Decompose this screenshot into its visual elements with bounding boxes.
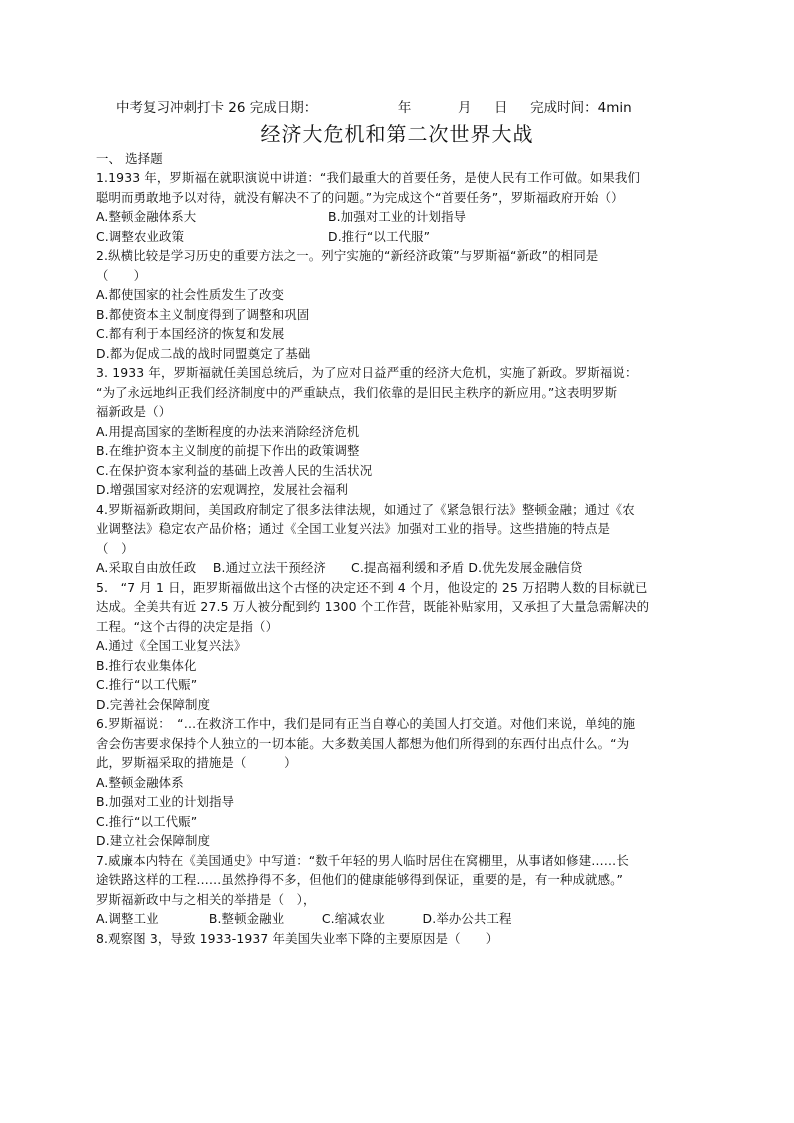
text-line: 途铁路这样的工程……虽然挣得不多，但他们的健康能够得到保证，重要的是，有一种成就感。”: [96, 872, 624, 887]
text-line: 工程。“这个古得的决定是指（）: [96, 618, 279, 634]
text-line: 达成。全美共有近 27.5 万人被分配到约 1300 个工作营，既能补贴家用，又承担了大量急需解决的: [96, 599, 650, 614]
option-c: C.调整农业政策: [96, 228, 185, 244]
text-line: D.都为促成二战的战时同盟奠定了基础: [96, 345, 311, 361]
text-line: D.建立社会保障制度: [96, 833, 211, 848]
text-line: 福新政是（）: [96, 404, 172, 419]
text-line: 1.1933 年，罗斯福在就职演说中讲道：“我们最重大的首要任务，是使人民有工作可做。如果我们: [96, 170, 640, 185]
text-line: D.增强国家对经济的宏观调控，发展社会福利: [96, 482, 349, 497]
text-line: 8.观察图 3，导致 1933-1937 年美国失业率下降的主要原因是（ ）: [96, 930, 499, 946]
text-line: 业调整法》稳定农产品价格；通过《全国工业复兴法》加强对工业的指导。这些措施的特点是: [96, 521, 611, 536]
text-line: C.推行“以工代赈”: [96, 813, 198, 829]
option-b: B.加强对工业的计划指导: [328, 209, 467, 224]
text-line: A.通过《全国工业复兴法》: [96, 638, 247, 653]
header-prefix: 中考复习冲刺打卡 26 完成日期：: [116, 100, 318, 116]
header-year: 年: [397, 100, 412, 116]
text-line: B.推行农业集体化: [96, 657, 197, 673]
text-line: A.调整工业 B.整顿金融业 C.缩减农业 D.举办公共工程: [96, 911, 512, 926]
text-line: A.采取自由放任政 B.通过立法干预经济 C.提高福利缓和矛盾 D.优先发展金融信贷: [96, 560, 583, 575]
text-line: D.完善社会保障制度: [96, 696, 211, 712]
text-line: B.都使资本主义制度得到了调整和巩固: [96, 306, 310, 322]
text-line: 聪明而勇敢地予以对待，就没有解决不了的问题。”为完成这个“首要任务”，罗斯福政府开始（）: [96, 189, 624, 205]
text-line: C.都有利于本国经济的恢复和发展: [96, 326, 285, 341]
option-d: D.推行“以工代服”: [328, 228, 431, 244]
header-time: 完成时间：4min: [530, 100, 632, 116]
text-line: 2.纵横比较是学习历史的重要方法之一。列宁实施的“新经济政策”与罗斯福“新政”的相同是: [96, 248, 599, 263]
text-line: 罗斯福新政中与之相关的举措是（ ），: [96, 891, 316, 907]
text-line: （ ）: [96, 267, 147, 283]
header-month: 月: [457, 100, 472, 116]
header-day: 日: [494, 100, 508, 116]
text-line: “为了永远地纠正我们经济制度中的严重缺点，我们依靠的是旧民主秩序的新应用。”这表明罗斯: [96, 384, 618, 400]
text-line: 舍会伤害要求保持个人独立的一切本能。大多数美国人都想为他们所得到的东西付出点什么。“为: [96, 735, 630, 751]
page-title: 经济大危机和第二次世界大战: [260, 122, 534, 146]
text-line: B.在维护资本主义制度的前提下作出的政策调整: [96, 443, 360, 458]
text-line: A.用提高国家的垄断程度的办法来消除经济危机: [96, 423, 360, 439]
text-line: 5. “7 月 1 日，距罗斯福做出这个古怪的决定还不到 4 个月，他设定的 25 万招聘人数的目标就已: [96, 579, 648, 595]
section-heading: 一、 选择题: [96, 151, 163, 166]
header-line: [116, 96, 632, 116]
option-a: A.整顿金融体系大: [96, 209, 197, 224]
text-line: B.加强对工业的计划指导: [96, 794, 235, 809]
text-line: A.都使国家的社会性质发生了改变: [96, 287, 285, 302]
text-line: 4.罗斯福新政期间，美国政府制定了很多法律法规，如通过了《紧急银行法》整顿金融；通过《农: [96, 501, 635, 517]
text-line: 3. 1933 年，罗斯福就任美国总统后，为了应对日益严重的经济大危机，实施了新政。罗斯福说：: [96, 365, 638, 380]
text-line: 6.罗斯福说： “…在救济工作中，我们是同有正当自尊心的美国人打交道。对他们来说，单纯的施: [96, 716, 636, 731]
text-line: C.在保护资本家利益的基础上改善人民的生活状况: [96, 462, 373, 478]
text-line: （ ）: [96, 540, 134, 556]
text-line: 7.威廉本内特在《美国通史》中写道：“数千年轻的男人临时居住在窝棚里，从事诸如修建……长: [96, 852, 629, 868]
text-line: A.整顿金融体系: [96, 774, 184, 790]
text-line: C.推行“以工代赈”: [96, 677, 198, 692]
text-line: 此，罗斯福采取的措施是（ ）: [96, 755, 297, 770]
